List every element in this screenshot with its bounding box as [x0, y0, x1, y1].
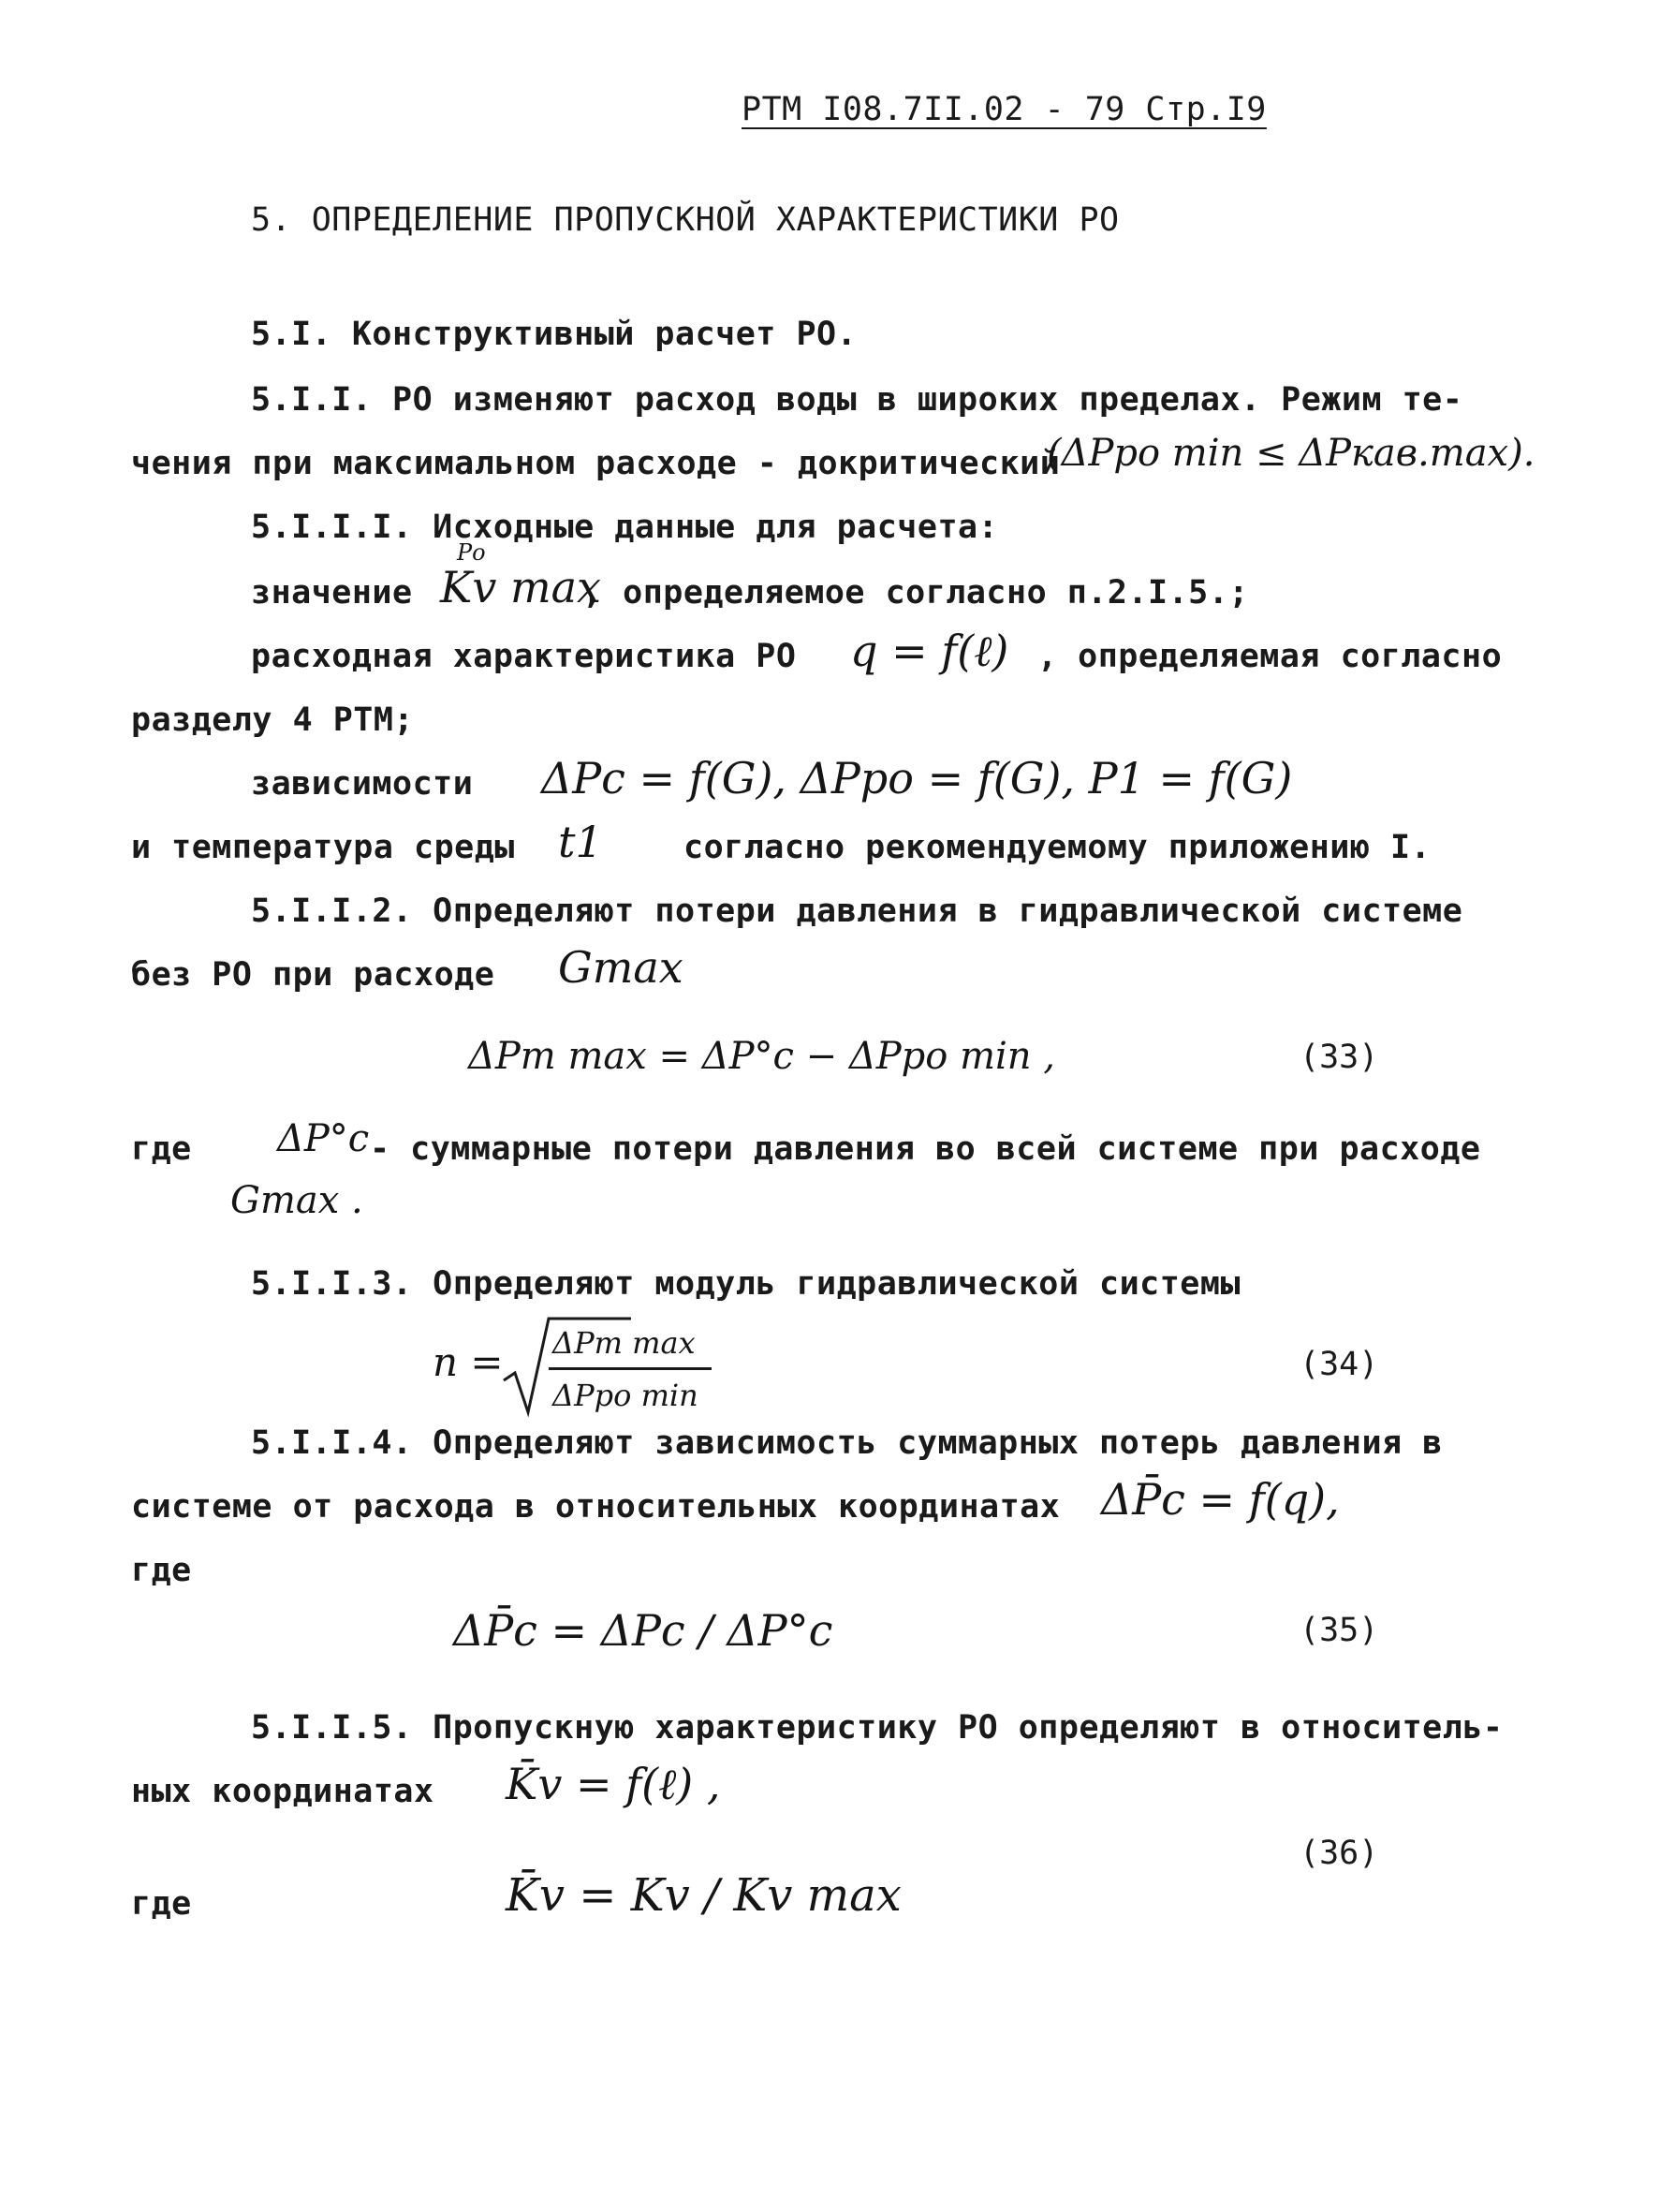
value-text: , определяемое согласно п.2.I.5.;	[582, 574, 1249, 612]
formula-dependencies: ΔPc = f(G), ΔPро = f(G), P1 = f(G)	[541, 753, 1293, 804]
formula-g-max: Gmax	[558, 942, 683, 993]
paragraph-5-1-1-line1: 5.I.I. РО изменяют расход воды в широких пределах. Режим те-	[251, 381, 1463, 419]
page-header: РТМ I08.7II.02 - 79 Стр.I9	[742, 91, 1267, 128]
value-label: значение	[251, 574, 413, 612]
paragraph-5-1-1-3: 5.I.I.3. Определяют модуль гидравлической системы	[251, 1265, 1241, 1303]
formula-g-max-2: Gmax .	[230, 1179, 363, 1222]
flow-characteristic-label: расходная характеристика РО	[251, 638, 797, 675]
paragraph-5-1-1-5-line1: 5.I.I.5. Пропускную характеристику РО определяют в относитель-	[251, 1709, 1504, 1747]
equation-35: ΔP̄c = ΔPc / ΔP°c	[453, 1605, 833, 1656]
formula-q-f-l: q = f(ℓ)	[850, 626, 1009, 676]
equation-36-number: (36)	[1300, 1835, 1379, 1872]
temperature-text: согласно рекомендуемому приложению I.	[683, 829, 1432, 866]
where-label-1: где	[131, 1130, 192, 1168]
flow-characteristic-text: , определяемая согласно	[1037, 638, 1503, 675]
equation-34-denominator: ΔPро min	[552, 1378, 698, 1413]
formula-relative-kv: K̄v = f(ℓ) ,	[506, 1759, 721, 1809]
fraction-bar	[549, 1367, 712, 1370]
equation-33: ΔPт max = ΔP°c − ΔPро min ,	[468, 1035, 1055, 1078]
formula-critical-condition: (ΔPро min ≤ ΔPкав.max).	[1047, 432, 1535, 475]
equation-34-numerator: ΔPт max	[552, 1325, 696, 1361]
paragraph-5-1-1-2-line1: 5.I.I.2. Определяют потери давления в гидравлической системе	[251, 892, 1463, 930]
section-title: 5. ОПРЕДЕЛЕНИЕ ПРОПУСКНОЙ ХАРАКТЕРИСТИКИ РО	[251, 201, 1120, 239]
equation-34-lhs: n =	[433, 1339, 504, 1385]
paragraph-5-1-1-4-line1: 5.I.I.4. Определяют зависимость суммарных потерь давления в	[251, 1424, 1443, 1462]
dependencies-label: зависимости	[251, 765, 474, 803]
temperature-label: и температура среды	[131, 829, 515, 866]
paragraph-5-1-1-1: 5.I.I.I. Исходные данные для расчета:	[251, 509, 999, 546]
where-label-3: где	[131, 1885, 192, 1923]
where-text-1: - суммарные потери давления во всей системе при расходе	[370, 1130, 1481, 1168]
formula-t1: t1	[558, 817, 603, 867]
formula-kv-max-superscript: Ро	[457, 539, 486, 566]
equation-35-number: (35)	[1300, 1612, 1379, 1649]
paragraph-5-1-1-5-line2: ных координатах	[131, 1773, 434, 1810]
equation-36: K̄v = Kv / Kv max	[506, 1869, 902, 1922]
paragraph-5-1-1-4-line2: системе от расхода в относительных координатах	[131, 1488, 1061, 1526]
paragraph-5-1-1-line2: чения при максимальном расходе - докритический	[131, 445, 1061, 482]
equation-34-number: (34)	[1300, 1346, 1379, 1383]
formula-delta-p-c0: ΔP°c	[277, 1117, 370, 1160]
where-label-2: где	[131, 1552, 192, 1589]
flow-characteristic-line2: разделу 4 РТМ;	[131, 701, 415, 739]
formula-relative-pc: ΔP̄c = f(q),	[1101, 1474, 1340, 1525]
equation-33-number: (33)	[1300, 1039, 1379, 1076]
paragraph-5-1-1-2-line2: без РО при расходе	[131, 956, 495, 994]
formula-kv-max: Kv max	[440, 562, 601, 612]
paragraph-5-1: 5.I. Конструктивный расчет РО.	[251, 316, 858, 353]
